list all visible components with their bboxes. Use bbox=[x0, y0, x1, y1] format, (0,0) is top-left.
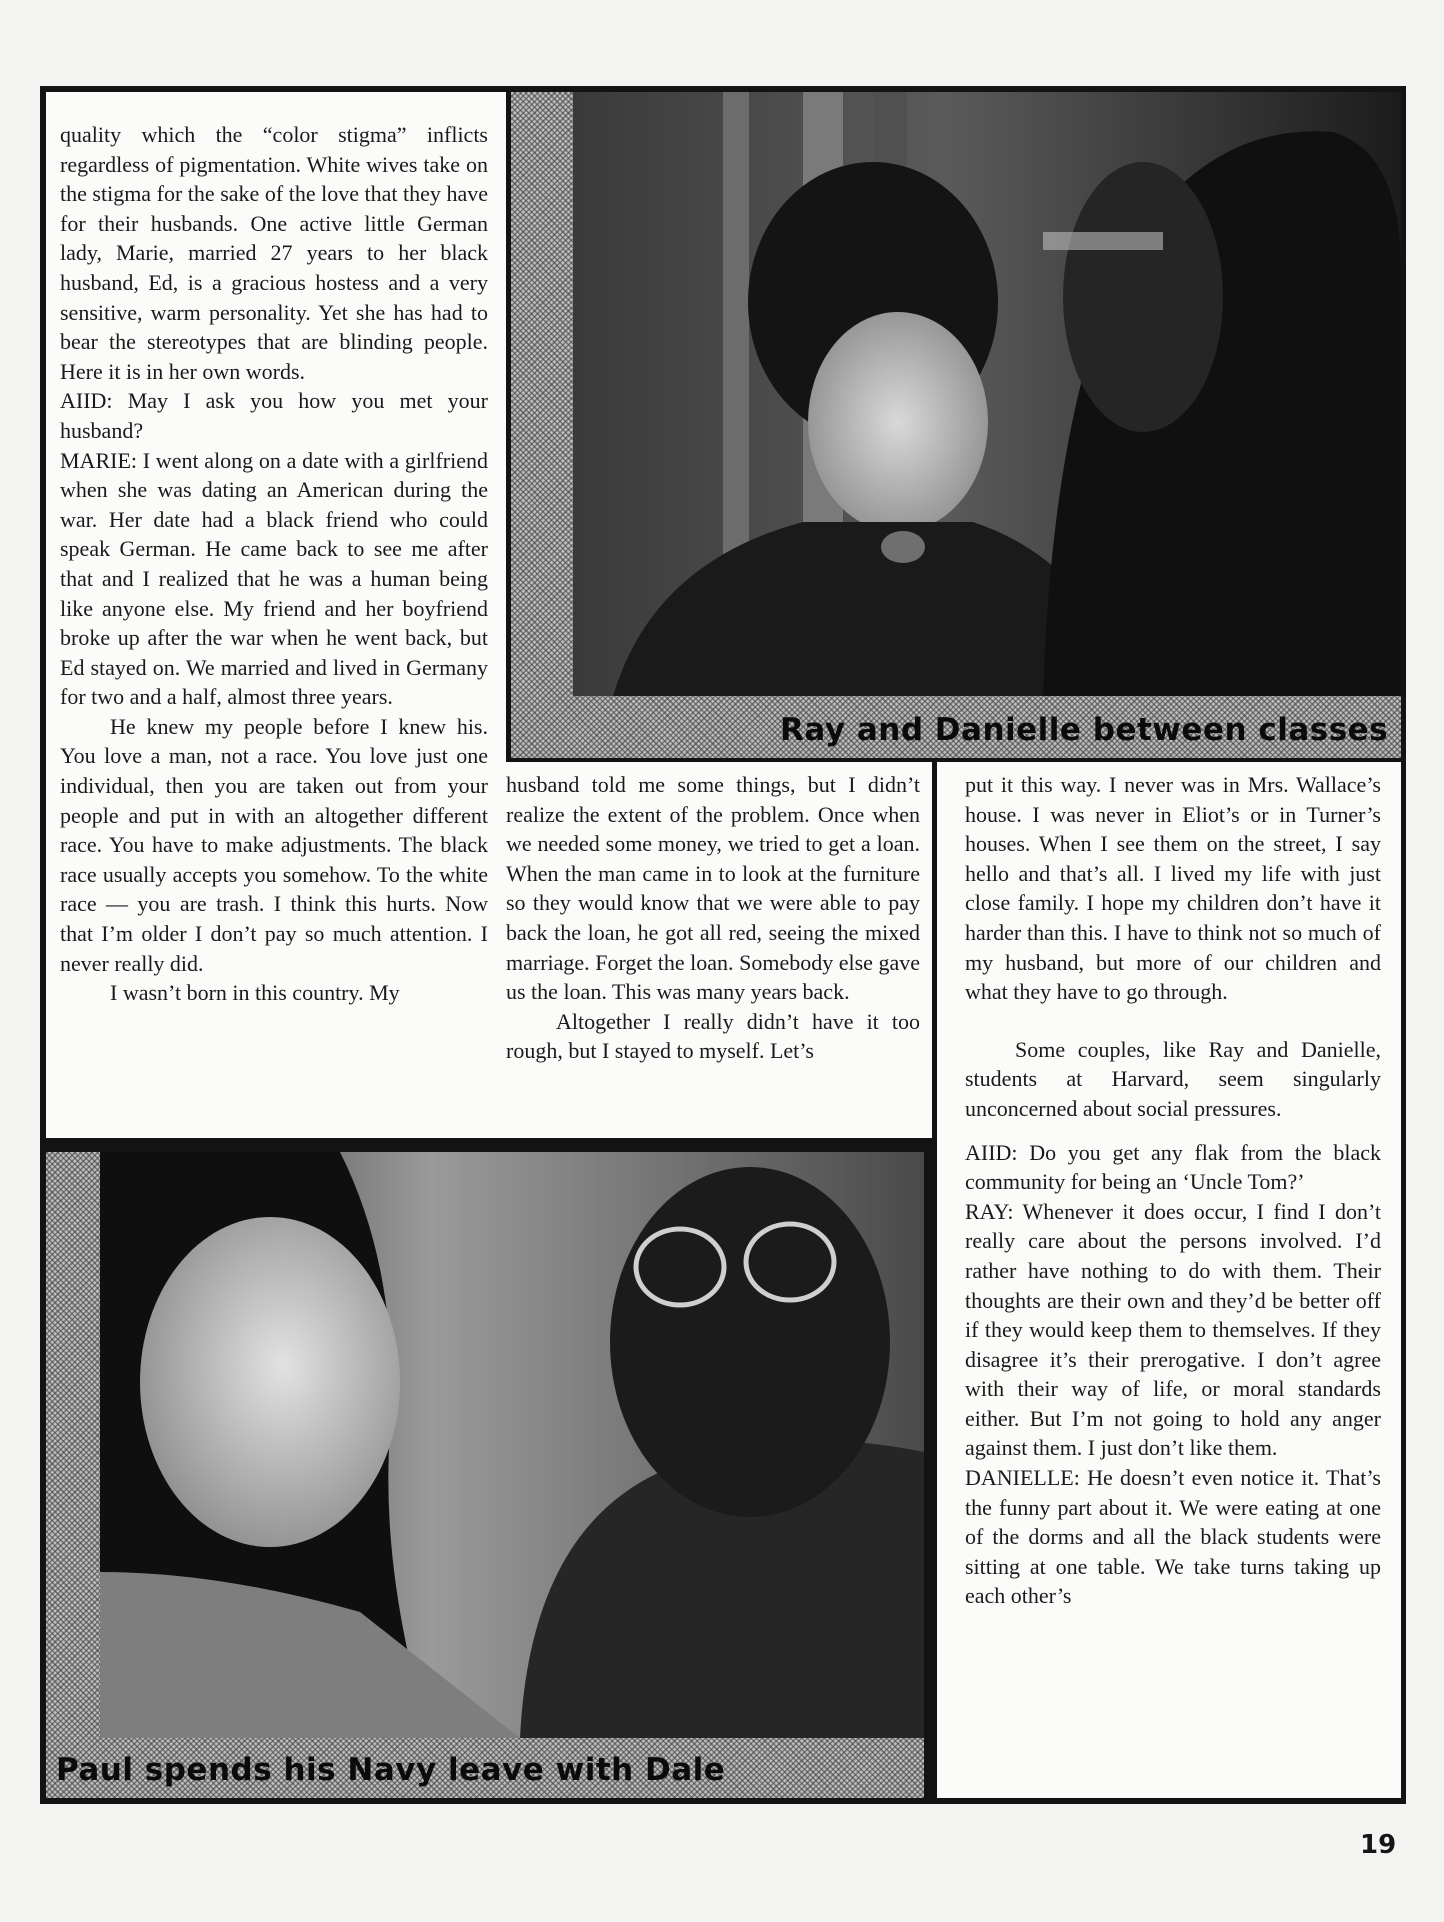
page-number: 19 bbox=[1360, 1830, 1397, 1860]
column-1-paragraph: quality which the “color stigma” inflicts regardless of pigmentation. White wives take on the stigma for the sake of the love that they have for their husbands. One active little German lady, Marie, married 27 years to her black husband, Ed, is a gracious hostess and a very sensitive, warm personality. Yet she has had to bear the stereotypes that are blinding people. Here it is in her own words. bbox=[60, 122, 488, 384]
column-2-paragraph: Altogether I really didn’t have it too rough, but I stayed to myself. Let’s bbox=[506, 1008, 920, 1064]
column-3-paragraph: Some couples, like Ray and Danielle, students at Harvard, seem singularly unconcerned about social pressures. bbox=[965, 1036, 1381, 1121]
top-photo bbox=[573, 92, 1401, 696]
column-1-paragraph: MARIE: I went along on a date with a girlfriend when she was dating an American during the war. Her date had a black friend who could speak German. He came back to see me after that and I realized that he was a human being like anyone else. My friend and her boyfriend broke up after the war when he went back, but Ed stayed on. We married and lived in Germany for two and a half, almost three years. bbox=[60, 447, 488, 710]
bottom-photo bbox=[100, 1152, 924, 1738]
bottom-photo-caption: Paul spends his Navy leave with Dale bbox=[56, 1752, 726, 1788]
top-photo-caption: Ray and Danielle between classes bbox=[780, 712, 1389, 748]
column-1 bbox=[46, 92, 506, 1138]
column-3-paragraph: RAY: Whenever it does occur, I find I don’t really care about the persons involved. I’d rather have nothing to do with them. Their thoughts are their own and they’d be better off if they would keep them to themselves. If they disagree it’s their prerogative. I don’t agree with their way of life, or moral standards either. But I’m not going to hold any anger against them. I just don’t like them. bbox=[965, 1198, 1381, 1461]
column-3-paragraph: DANIELLE: He doesn’t even notice it. That’s the funny part about it. We were eating at one of the dorms and all the black students were sitting at one table. We take turns taking up each other’s bbox=[965, 1465, 1381, 1609]
column-1-paragraph: AIID: May I ask you how you met your husband? bbox=[60, 388, 488, 443]
column-2 bbox=[492, 762, 932, 1138]
column-1-paragraph: I wasn’t born in this country. My bbox=[110, 980, 400, 1006]
column-3-paragraph: AIID: Do you get any flak from the black community for being an ‘Uncle Tom?’ bbox=[965, 1139, 1381, 1195]
column-3-paragraph: put it this way. I never was in Mrs. Wallace’s house. I was never in Eliot’s or in Turner’s houses. When I see them on the street, I say hello and that’s all. I lived my life with just close family. I hope my children don’t have it harder than this. I have to think not so much of my husband, but more of our children and what they have to go through. bbox=[965, 772, 1381, 1005]
column-2-paragraph: husband told me some things, but I didn’t realize the extent of the problem. Once when we needed some money, we tried to get a loan. When the man came in to look at the furniture so they would know that we were able to pay back the loan, he got all red, seeing the mixed marriage. Forget the loan. Somebody else gave us the loan. This was many years back. bbox=[506, 772, 920, 1005]
column-1-paragraph: He knew my people before I knew his. You love a man, not a race. You love just one individual, then you are taken out from your people and put in with an altogether different race. You have to make adjustments. The black race usually accepts you somehow. To the white race — you are trash. I think this hurts. Now that I’m older I don’t pay so much attention. I never really did. bbox=[60, 713, 488, 976]
column-3 bbox=[937, 762, 1401, 1798]
